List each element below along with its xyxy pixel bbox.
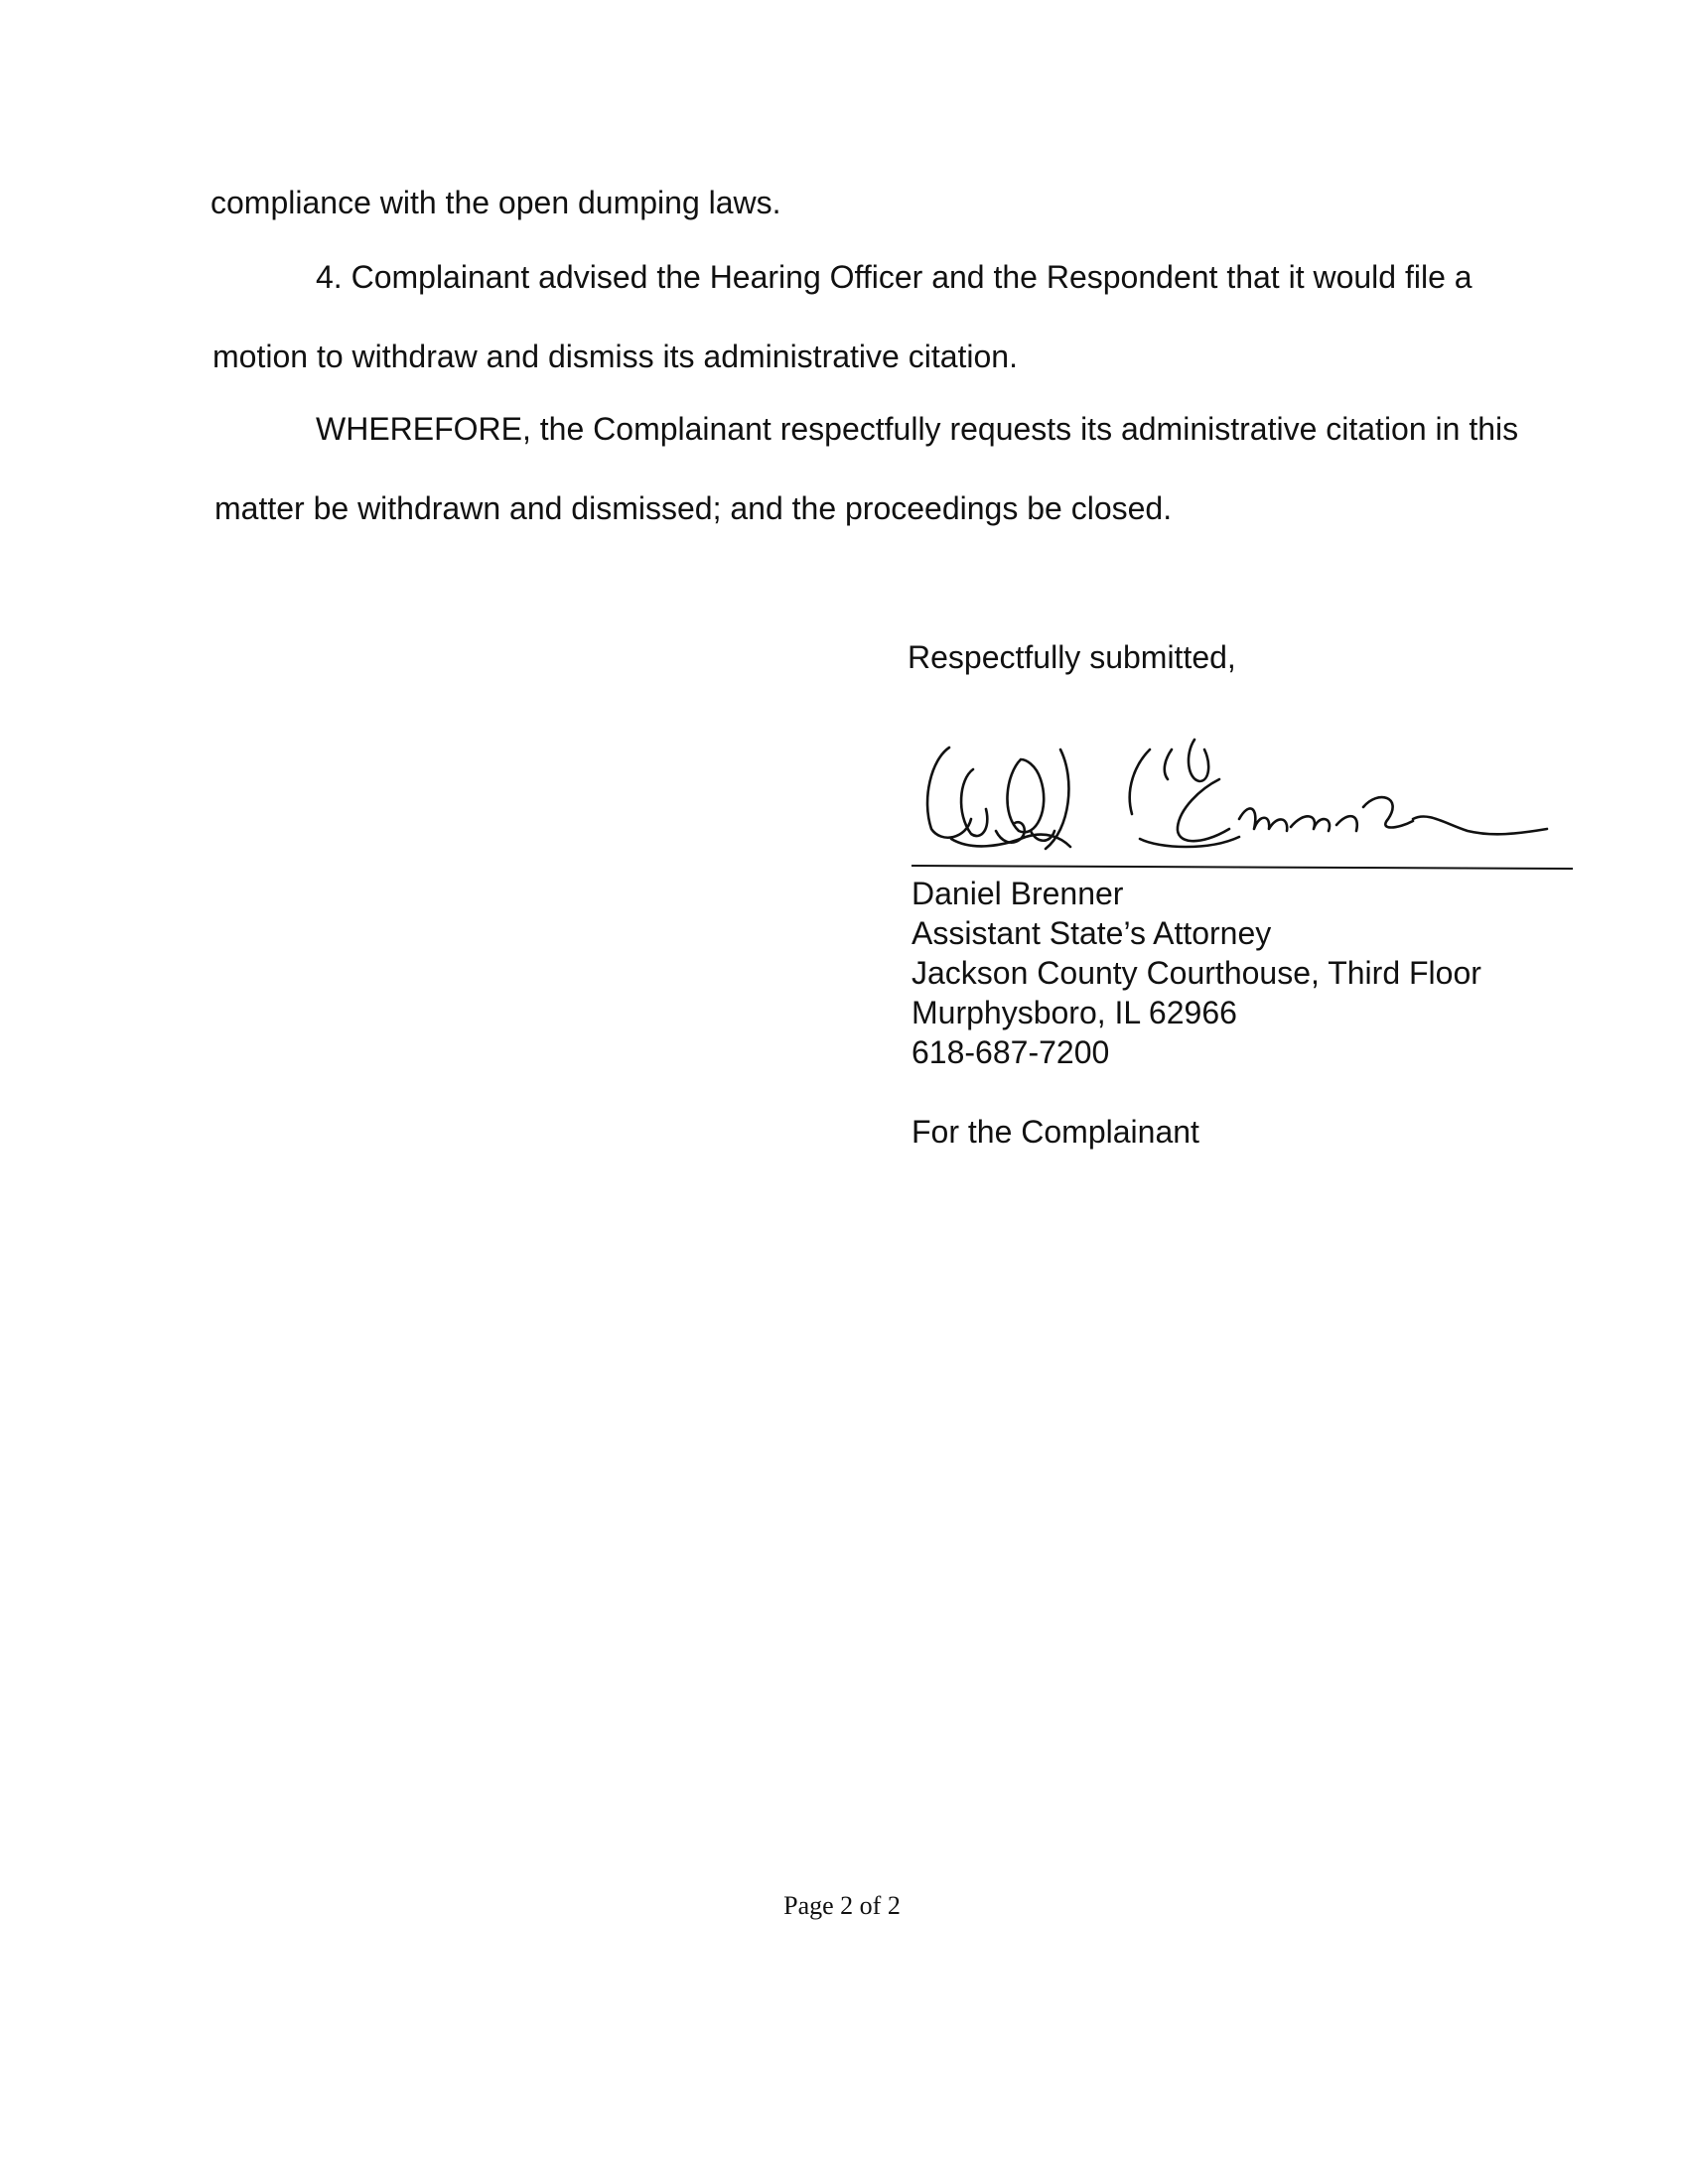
page-number: Page 2 of 2 xyxy=(783,1891,901,1920)
address-line: Murphysboro, IL 62966 xyxy=(912,995,1237,1030)
paragraph-line: 4. Complainant advised the Hearing Officer and the Respondent that it would file a xyxy=(316,259,1473,295)
on-behalf-line: For the Complainant xyxy=(912,1114,1199,1150)
closing-text: Respectfully submitted, xyxy=(908,639,1236,675)
paragraph-line: compliance with the open dumping laws. xyxy=(210,185,781,220)
address-line: Jackson County Courthouse, Third Floor xyxy=(912,955,1481,991)
handwritten-signature xyxy=(912,720,1573,879)
paragraph-line: WHEREFORE, the Complainant respectfully requests its administrative citation in this xyxy=(316,411,1519,447)
paragraph-line: motion to withdraw and dismiss its administrative citation. xyxy=(212,339,1018,374)
signer-title: Assistant State’s Attorney xyxy=(912,915,1272,951)
paragraph-line: matter be withdrawn and dismissed; and the proceedings be closed. xyxy=(214,490,1173,526)
signature-block xyxy=(912,874,1481,1152)
phone-number: 618-687-7200 xyxy=(912,1034,1110,1070)
signer-name: Daniel Brenner xyxy=(912,876,1124,911)
